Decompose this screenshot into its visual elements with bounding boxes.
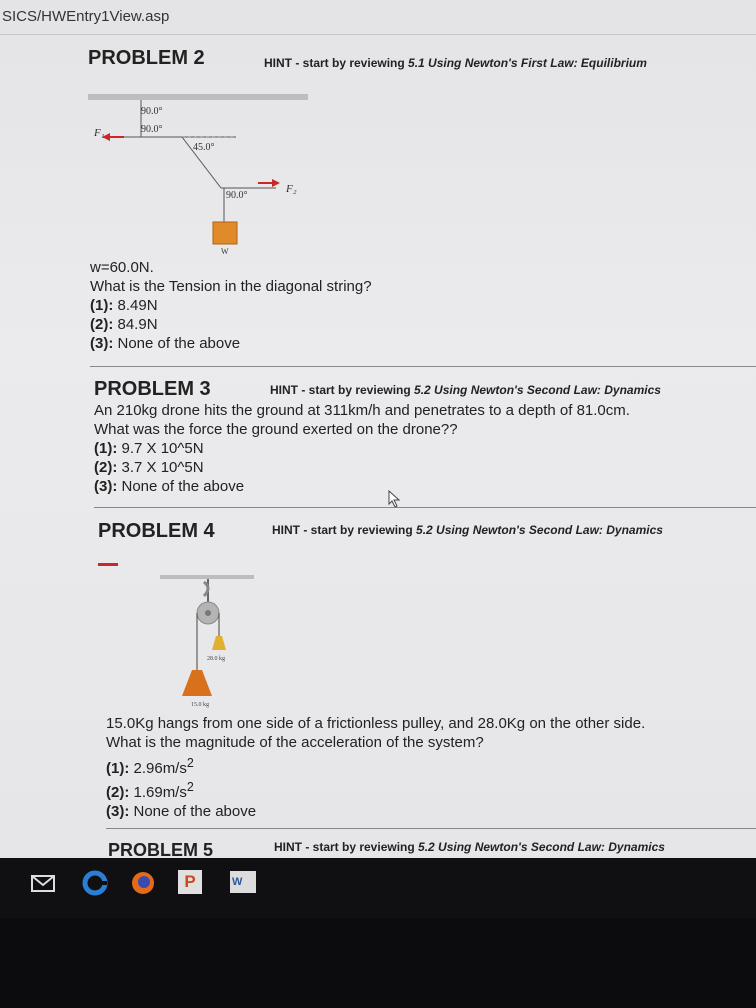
word-letter: W — [232, 876, 243, 888]
powerpoint-icon[interactable] — [178, 870, 202, 894]
pulley-axle — [205, 610, 211, 616]
problem-3-option-3[interactable]: (3): None of the above — [94, 478, 245, 495]
f2-label: F₂ — [286, 183, 297, 195]
angle-label-4: 90.0° — [226, 190, 248, 201]
problem-2-line-2: What is the Tension in the diagonal string? — [90, 278, 372, 295]
f2-arrowhead — [272, 179, 280, 187]
problem-4-hint: HINT - start by reviewing 5.2 Using Newton's Second Law: Dynamics — [272, 523, 663, 537]
problem-4-option-3[interactable]: (3): None of the above — [106, 803, 257, 820]
mass-top-label: 28.0 kg — [207, 656, 225, 662]
problem-4-line-2: What is the magnitude of the acceleration of the system? — [106, 734, 484, 751]
angle-label-1: 90.0° — [141, 106, 163, 117]
separator-1 — [90, 366, 756, 367]
mass-15kg — [182, 670, 212, 696]
angle-label-2: 90.0° — [141, 124, 163, 135]
problem-4-title: PROBLEM 4 — [98, 520, 215, 542]
problem-4-line-1: 15.0Kg hangs from one side of a frictionless pulley, and 28.0Kg on the other side. — [106, 715, 646, 732]
mail-icon[interactable] — [28, 868, 58, 898]
powerpoint-letter: P — [184, 872, 196, 891]
problem-3-text — [94, 401, 630, 496]
problem-2-option-1[interactable]: (1): 8.49N — [90, 297, 158, 314]
problem-3-hint: HINT - start by reviewing 5.2 Using Newton's Second Law: Dynamics — [270, 383, 661, 397]
problem-5-hint: HINT - start by reviewing 5.2 Using Newton's Second Law: Dynamics — [274, 840, 665, 854]
problem-2-hint: HINT - start by reviewing 5.1 Using Newton's First Law: Equilibrium — [264, 56, 647, 70]
equilibrium-diagram — [86, 92, 316, 262]
hook-shape — [204, 582, 208, 596]
problem-2-option-2[interactable]: (2): 84.9N — [90, 316, 158, 333]
pulley-ceiling — [160, 575, 254, 579]
problem-4-option-1[interactable]: (1): $2.96m/s^2$ — [106, 756, 194, 777]
url-text: SICS/HWEntry1View.asp — [2, 8, 170, 25]
pulley-diagram — [96, 558, 266, 718]
firefox-icon[interactable] — [128, 868, 158, 898]
problem-3-option-1[interactable]: (1): 9.7 X 10^5N — [94, 440, 204, 457]
problem-5-hint-link[interactable]: 5.2 Using Newton's Second Law: Dynamics — [418, 840, 665, 854]
f1-label: F₁ — [94, 127, 105, 139]
weight-label: W — [221, 247, 229, 256]
problem-3-title: PROBLEM 3 — [94, 378, 211, 400]
problem-3-line-1: An 210kg drone hits the ground at 311km/h and penetrates to a depth of 81.0cm. — [94, 402, 630, 419]
address-bar[interactable] — [0, 0, 756, 35]
mouse-cursor-icon — [388, 490, 402, 508]
problem-2-line-1: w=60.0N. — [90, 259, 154, 276]
separator-3 — [106, 828, 756, 829]
weight-block — [213, 222, 237, 244]
angle-label-3: 45.0° — [193, 142, 215, 153]
word-icon[interactable] — [230, 871, 256, 893]
mass-bottom-label: 15.0 kg — [191, 702, 209, 708]
mass-28kg — [212, 636, 226, 650]
problem-3-hint-link[interactable]: 5.2 Using Newton's Second Law: Dynamics — [414, 383, 661, 397]
ceiling-bar — [88, 94, 308, 100]
edge-icon[interactable] — [80, 868, 110, 898]
figure-tag — [98, 563, 118, 566]
problem-2-title: PROBLEM 2 — [88, 47, 205, 69]
problem-4-text — [106, 714, 645, 821]
windows-taskbar — [0, 858, 756, 918]
separator-2 — [94, 507, 756, 508]
problem-3-line-2: What was the force the ground exerted on the drone?? — [94, 421, 458, 438]
problem-3-option-2[interactable]: (2): 3.7 X 10^5N — [94, 459, 204, 476]
problem-4-option-2[interactable]: (2): $1.69m/s^2$ — [106, 780, 194, 801]
problem-2-hint-link[interactable]: 5.1 Using Newton's First Law: Equilibrium — [408, 56, 647, 70]
problem-2-option-3[interactable]: (3): None of the above — [90, 335, 241, 352]
problem-2-text — [90, 258, 372, 353]
problem-5-title: PROBLEM 5 — [108, 840, 214, 858]
problem-4-hint-link[interactable]: 5.2 Using Newton's Second Law: Dynamics — [416, 523, 663, 537]
